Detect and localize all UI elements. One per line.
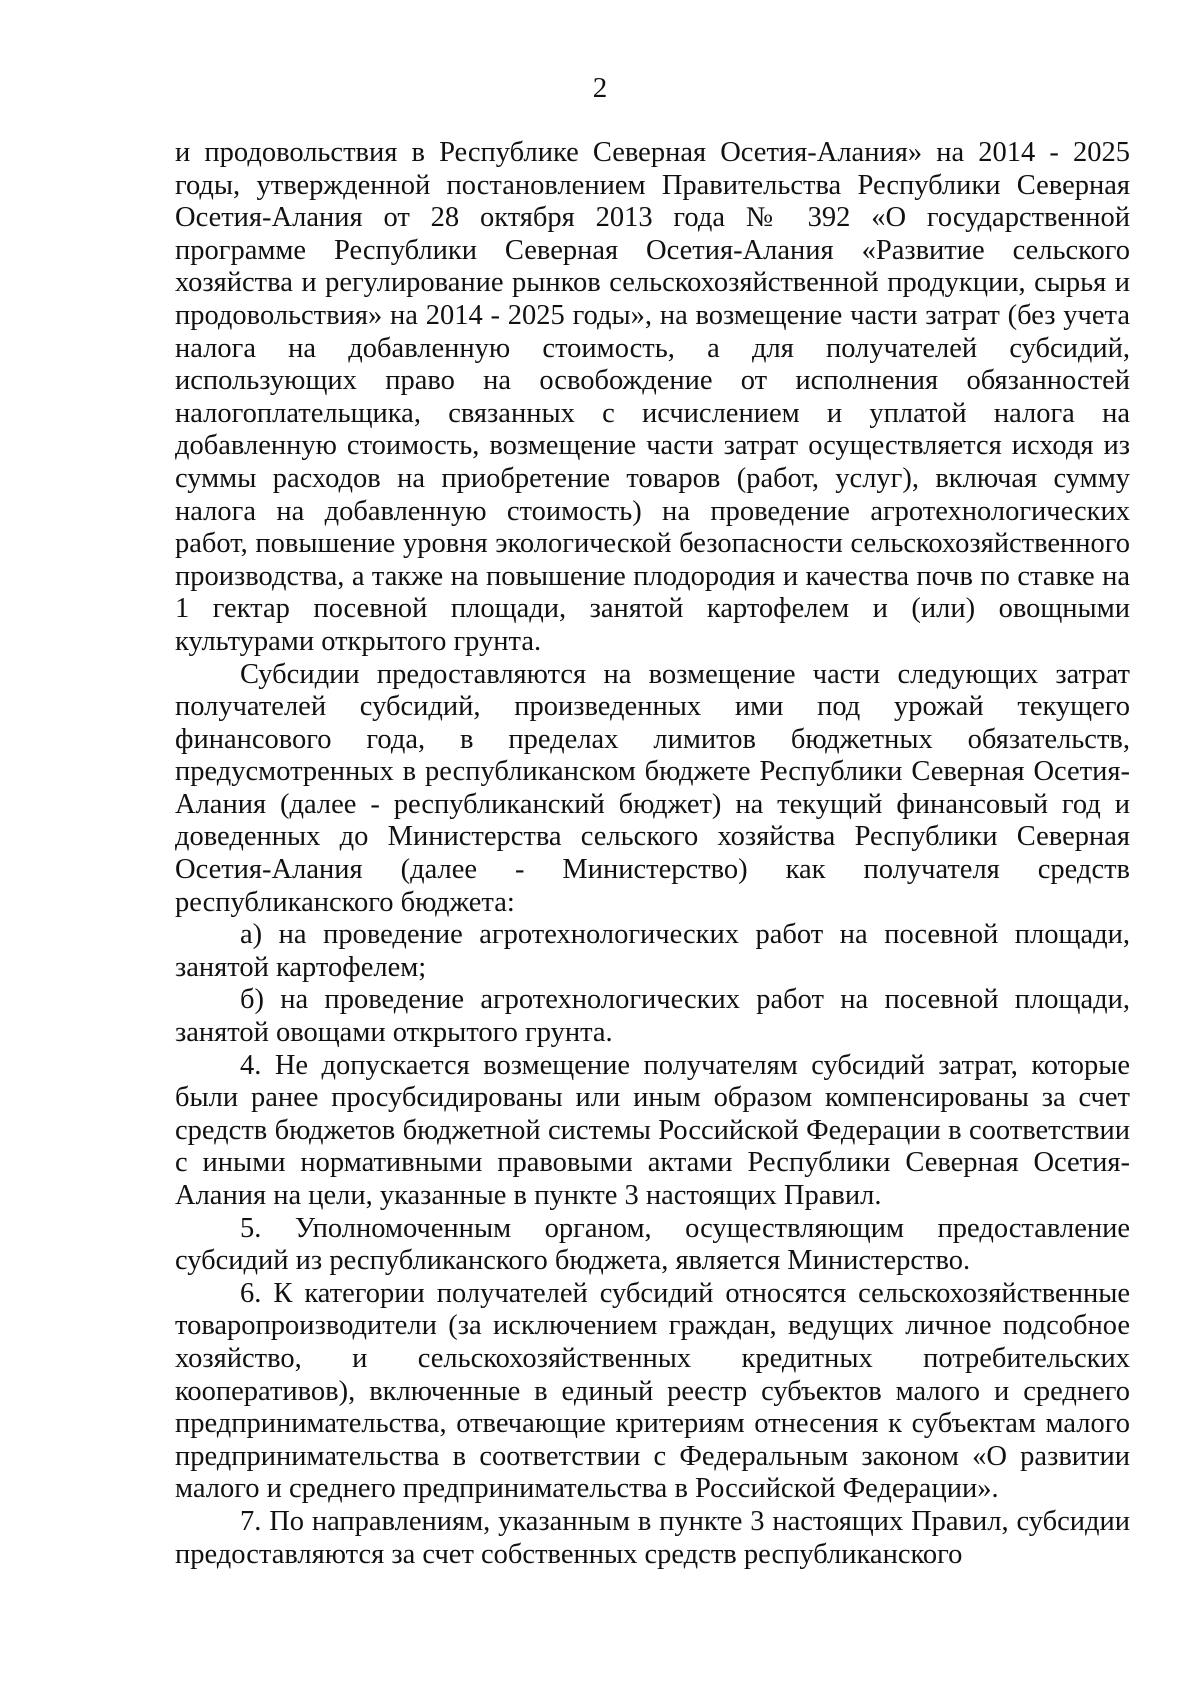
paragraph-clause-7: 7. По направлениям, указанным в пункте 3 настоящих Правил, субсидии предоставляются за счет собственных средств республиканского	[175, 1505, 1130, 1570]
paragraph-clause-5: 5. Уполномоченным органом, осуществляющим предоставление субсидий из республиканского бюджета, является Министерство.	[175, 1212, 1130, 1277]
document-body	[175, 137, 1130, 1571]
paragraph-item-b: б) на проведение агротехнологических работ на посевной площади, занятой овощами открытого грунта.	[175, 984, 1130, 1049]
paragraph-subsidies-purpose: Субсидии предоставляются на возмещение части следующих затрат получателей субсидий, произведенных ими под урожай текущего финансового года, в пределах лимитов бюджетных обязательств, предусмотренных в республиканском бюджете Республики Северная Осетия-Алания (далее - республиканский бюджет) на текущий финансовый год и доведенных до Министерства сельского хозяйства Республики Северная Осетия-Алания (далее - Министерство) как получателя средств республиканского бюджета:	[175, 658, 1130, 918]
paragraph-continuation: и продовольствия в Республике Северная Осетия-Алания» на 2014 - 2025 годы, утвержденной постановлением Правительства Республики Северная Осетия-Алания от 28 октября 2013 года № 392 «О государственной программе Республики Северная Осетия-Алания «Развитие сельского хозяйства и регулирование рынков сельскохозяйственной продукции, сырья и продовольствия» на 2014 - 2025 годы», на возмещение части затрат (без учета налога на добавленную стоимость, а для получателей субсидий, использующих право на освобождение от исполнения обязанностей налогоплательщика, связанных с исчислением и уплатой налога на добавленную стоимость, возмещение части затрат осуществляется исходя из суммы расходов на приобретение товаров (работ, услуг), включая сумму налога на добавленную стоимость) на проведение агротехнологических работ, повышение уровня экологической безопасности сельскохозяйственного производства, а также на повышение плодородия и качества почв по ставке на 1 гектар посевной площади, занятой картофелем и (или) овощными культурами открытого грунта.	[175, 137, 1130, 657]
page-number: 2	[592, 72, 608, 104]
paragraph-item-a: а) на проведение агротехнологических работ на посевной площади, занятой картофелем;	[175, 919, 1130, 983]
paragraph-clause-6: 6. К категории получателей субсидий относятся сельскохозяйственные товаропроизводители (за исключением граждан, ведущих личное подсобное хозяйство, и сельскохозяйственных кредитных потребительских кооперативов), включенные в единый реестр субъектов малого и среднего предпринимательства, отвечающие критериям отнесения к субъектам малого предпринимательства в соответствии с Федеральным законом «О развитии малого и среднего предпринимательства в Российской Федерации».	[175, 1277, 1130, 1505]
paragraph-clause-4: 4. Не допускается возмещение получателям субсидий затрат, которые были ранее просубсидированы или иным образом компенсированы за счет средств бюджетов бюджетной системы Российской Федерации в соответствии с иными нормативными правовыми актами Республики Северная Осетия-Алания на цели, указанные в пункте 3 настоящих Правил.	[175, 1049, 1130, 1211]
